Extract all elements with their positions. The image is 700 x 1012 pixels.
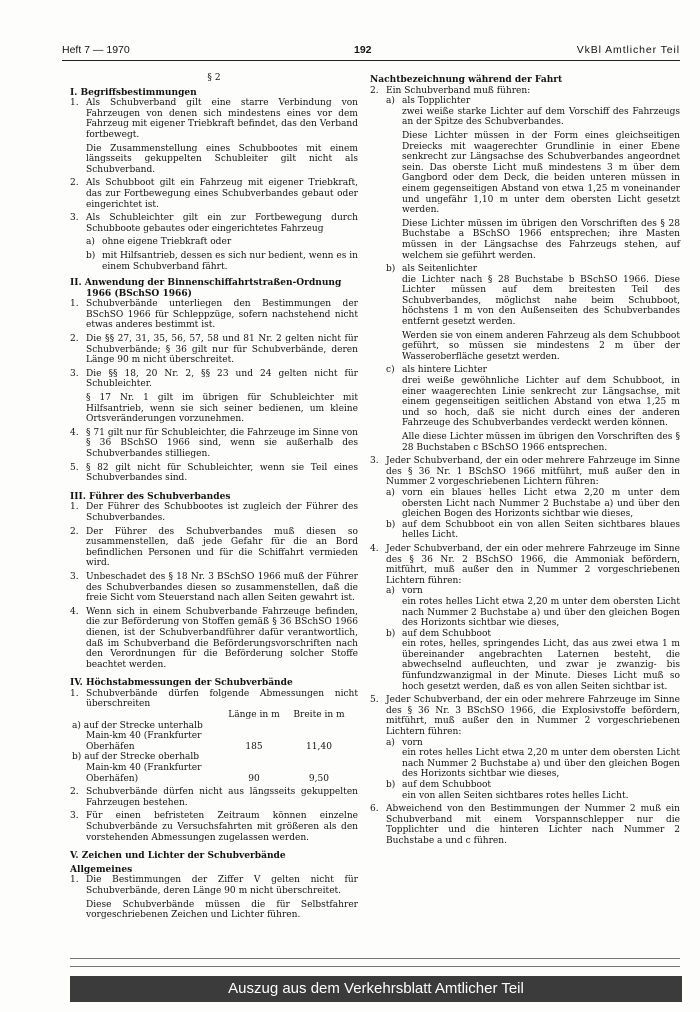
- item-text: Unbeschadet des § 18 Nr. 3 BSchSO 1966 muß der Führer des Schubverbandes diesen so zusammenstellen, daß die freie Sicht vom Steuerstand nach allen Seiten gewahrt ist.: [86, 571, 358, 604]
- cell-width: 11,40: [306, 741, 332, 752]
- list-item: b) auf dem Schubboot: [370, 780, 680, 791]
- cell-length: 185: [245, 741, 263, 752]
- list-item: 5. Jeder Schubverband, der ein oder mehrere Fahrzeuge im Sinne des § 36 Nr. 3 BSchSO 1966, die Explosivstoffe befördern, mitführt, muß außer den in Nummer 2 vorgeschriebenen Lichtern führen:: [370, 695, 680, 738]
- cell-length: 90: [248, 773, 260, 784]
- item-title: als hintere Lichter: [402, 365, 488, 376]
- paragraph: § 17 Nr. 1 gilt im übrigen für Schubleichter mit Hilfsantrieb, wenn sie sich seiner bedienen, um kleine Ortsveränderungen vorzunehmen.: [86, 393, 358, 425]
- issue-label: Heft 7 — 1970: [62, 44, 130, 56]
- list-item: 2. Der Führer des Schubverbandes muß diesen so zusammenstellen, daß jede Gefahr für die an Bord befindlichen Personen und für die Schiffahrt vermieden wird.: [70, 526, 358, 569]
- right-column: [370, 70, 680, 847]
- item-text: ohne eigene Triebkraft oder: [102, 237, 232, 248]
- paragraph: Diese Schubverbände müssen die für Selbstfahrer vorgeschriebenen Zeichen und Lichter führen.: [86, 899, 358, 921]
- list-item: 4. § 71 gilt nur für Schubleichter, die Fahrzeuge im Sinne von § 36 BSchSO 1966 sind, wenn sie außerhalb des Schubverbandes stilliegen.: [70, 427, 358, 459]
- header-rule: [62, 60, 680, 61]
- paragraph: Diese Lichter müssen im übrigen den Vorschriften des § 28 Buchstabe a BSchSO 1966 entsprechen; ihre Masten müssen in der Längsachse des Fahrzeugs stehen, auf welchem sie geführt werden.: [402, 218, 680, 261]
- paragraph: die Lichter nach § 28 Buchstabe b BSchSO 1966. Diese Lichter müssen auf dem breitesten Teil des Schubverbandes, möglichst nahe beim Schubboot, höchstens 1 m von den Außenseiten des Schubverbandes entfernt gesetzt werden.: [402, 274, 680, 328]
- list-item: 1. Schubverbände dürfen folgende Abmessungen nicht überschreiten: [70, 688, 358, 710]
- paragraph: Werden sie von einem anderen Fahrzeug als dem Schubboot geführt, so müssen sie mindestens 2 m über der Wasseroberfläche gesetzt werden.: [402, 330, 680, 362]
- heading-leader: III. Führer des Schubverbandes: [70, 491, 231, 502]
- column-header-length: Länge in m: [228, 710, 280, 721]
- heading-definitions: I. Begriffsbestimmungen: [70, 87, 197, 98]
- item-title: auf dem Schubboot: [402, 628, 492, 639]
- item-text: Der Führer des Schubbootes ist zugleich der Führer des Schubverbandes.: [86, 502, 358, 523]
- heading-signs-lights: V. Zeichen und Lichter der Schubverbände: [70, 851, 286, 862]
- column-header-width: Breite in m: [293, 710, 345, 721]
- item-title: vorn: [402, 586, 423, 597]
- item-text: Die Bestimmungen der Ziffer V gelten nicht für Schubverbände, deren Länge 90 m nicht überschreitet.: [86, 875, 358, 896]
- section-mark: § 2: [207, 73, 221, 83]
- subheading-general: Allgemeines: [70, 864, 133, 875]
- publication-label: VkBl Amtlicher Teil: [576, 44, 680, 56]
- list-item: 4. Wenn sich in einem Schubverbande Fahrzeuge befinden, die zur Beförderung von Stoffen gemäß § 36 BSchSO 1966 dienen, ist der Schubverbandführer dafür verantwortlich, daß im Schubverband die Beförderungsvorschriften nach den Verordnungen für die Beförderung solcher Stoffe beachtet werden.: [70, 606, 358, 670]
- list-item: a) ohne eigene Triebkraft oder: [70, 237, 358, 248]
- table-header-row: [72, 710, 352, 721]
- item-text: Als Schubleichter gilt ein zur Fortbewegung durch Schubboote gebautes oder eingerichtetes Fahrzeug: [86, 213, 358, 234]
- list-item: 1. Schubverbände unterliegen den Bestimmungen der BSchSO 1966 für Schleppzüge, sofern nachstehend nicht etwas anderes bestimmt ist.: [70, 299, 358, 331]
- list-item: 1. Als Schubverband gilt eine starre Verbindung von Fahrzeugen von denen sich mindestens eines vor dem Fahrzeug mit eigener Triebkraft befindet, das den Verband fortbewegt.: [70, 98, 358, 140]
- left-column: [70, 70, 358, 921]
- item-text: § 71 gilt nur für Schubleichter, die Fahrzeuge im Sinne von § 36 BSchSO 1966 sind, wenn sie außerhalb des Schubverbandes stilliegen.: [86, 427, 358, 459]
- item-text: Abweichend von den Bestimmungen der Nummer 2 muß ein Schubverband mit einem Vorspannschlepper nur die Topplichter und die hinteren Lichter nach Nummer 2 Buchstabe a und c führen.: [386, 804, 680, 846]
- list-item: 1. Die Bestimmungen der Ziffer V gelten nicht für Schubverbände, deren Länge 90 m nicht überschreitet.: [70, 875, 358, 896]
- item-text: Jeder Schubverband, der ein oder mehrere Fahrzeuge im Sinne des § 36 Nr. 3 BSchSO 1966, die Explosivstoffe befördern, mitführt, muß außer den in Nummer 2 vorgeschriebenen Lichtern führen:: [386, 695, 680, 738]
- paragraph: drei weiße gewöhnliche Lichter auf dem Schubboot, in einer waagerechten Linie senkrecht zur Längsachse, mit einem gegenseitigen seitlichen Abstand von etwa 1,25 m und so hoch, daß sie nicht durch eines der anderen Fahrzeuge des Schubverbandes verdeckt werden können.: [402, 376, 680, 429]
- item-text: Jeder Schubverband, der ein oder mehrere Fahrzeuge im Sinne des § 36 Nr. 2 BSchSO 1966, die Ammoniak befördern, mitführt, muß außer den in Nummer 2 vorgeschriebenen Lichtern führen:: [386, 543, 680, 586]
- list-item: 5. § 82 gilt nicht für Schubleichter, wenn sie Teil eines Schubverbandes sind.: [70, 462, 358, 484]
- list-item: 1. Der Führer des Schubbootes ist zugleich der Führer des Schubverbandes.: [70, 502, 358, 523]
- list-item: 3. Die §§ 18, 20 Nr. 2, §§ 23 und 24 gelten nicht für Schubleichter.: [70, 368, 358, 390]
- heading-dimensions: IV. Höchstabmessungen der Schubverbände: [70, 678, 293, 689]
- list-item: 2. Die §§ 27, 31, 35, 56, 57, 58 und 81 Nr. 2 gelten nicht für Schubverbände; § 36 gilt nur für Schubverbände, deren Länge 90 m nicht überschreitet.: [70, 334, 358, 366]
- item-text: Schubverbände dürfen folgende Abmessungen nicht überschreiten: [86, 688, 358, 710]
- item-text: Wenn sich in einem Schubverbande Fahrzeuge befinden, die zur Beförderung von Stoffen gemäß § 36 BSchSO 1966 dienen, ist der Schubverbandführer dafür verantwortlich, daß im Schubverband die Beförderungsvorschriften nach den Verordnungen für die Beförderung solcher Stoffe beachtet werden.: [86, 606, 358, 670]
- item-text: § 82 gilt nicht für Schubleichter, wenn sie Teil eines Schubverbandes sind.: [86, 462, 358, 484]
- table-row: b) auf der Strecke oberhalb Main-km 40 (Frankfurter Oberhäfen) 90 9,50: [72, 752, 352, 784]
- list-item: a) vorn ein blaues helles Licht etwa 2,20 m unter dem obersten Licht nach Nummer 2 Buchstabe a) und über den gleichen Bogen des Horizonts sichtbar wie dieses,: [386, 487, 680, 520]
- table-row: a) auf der Strecke unterhalb Main-km 40 (Frankfurter Oberhäfen 185 11,40: [72, 721, 352, 753]
- page-number: 192: [354, 44, 372, 56]
- list-item: a) vorn: [370, 586, 680, 597]
- cell-width: 9,50: [308, 773, 330, 784]
- list-item: 2. Ein Schubverband muß führen:: [370, 86, 680, 97]
- item-text: Als Schubverband gilt eine starre Verbindung von Fahrzeugen von denen sich mindestens eines vor dem Fahrzeug mit eigener Triebkraft befindet, das den Verband fortbewegt.: [86, 98, 358, 140]
- paragraph: Die Zusammenstellung eines Schubbootes mit einem längsseits gekuppelten Schubleiter gilt nicht als Schubverband.: [86, 143, 358, 175]
- paragraph: ein von allen Seiten sichtbares rotes helles Licht.: [402, 790, 629, 801]
- paragraph: ein rotes helles Licht etwa 2,20 m unter dem obersten Licht nach Nummer 2 Buchstabe a) und über den gleichen Bogen des Horizonts sichtbar wie dieses,: [402, 748, 680, 780]
- list-item: 4. Jeder Schubverband, der ein oder mehrere Fahrzeuge im Sinne des § 36 Nr. 2 BSchSO 1966, die Ammoniak befördern, mitführt, muß außer den in Nummer 2 vorgeschriebenen Lichtern führen:: [370, 543, 680, 586]
- heading-application: II. Anwendung der Binnenschiffahrtstraßen-Ordnung 1966 (BSchSO 1966): [70, 278, 342, 299]
- item-text: Die §§ 27, 31, 35, 56, 57, 58 und 81 Nr. 2 gelten nicht für Schubverbände; § 36 gilt nur für Schubverbände, deren Länge 90 m nicht überschreitet.: [86, 334, 358, 366]
- item-text: Schubverbände dürfen nicht aus längsseits gekuppelten Fahrzeugen bestehen.: [86, 787, 358, 808]
- item-title: vorn: [402, 737, 423, 748]
- paragraph: Alle diese Lichter müssen im übrigen den Vorschriften des § 28 Buchstaben c BSchSO 1966 entsprechen.: [402, 432, 680, 453]
- item-text: vorn ein blaues helles Licht etwa 2,20 m unter dem obersten Licht nach Nummer 2 Buchstabe a) und über den gleichen Bogen des Horizonts sichtbar wie dieses,: [402, 487, 680, 520]
- page-header: [62, 42, 680, 60]
- paragraph: zwei weiße starke Lichter auf dem Vorschiff des Fahrzeugs an der Spitze des Schubverbandes.: [402, 106, 680, 128]
- list-item: 3. Für einen befristeten Zeitraum können einzelne Schubverbände zu Versuchsfahrten mit größeren als den vorstehenden Abmessungen zugelassen werden.: [70, 811, 358, 843]
- item-text: Die §§ 18, 20 Nr. 2, §§ 23 und 24 gelten nicht für Schubleichter.: [86, 368, 358, 390]
- list-item: a) vorn: [370, 738, 680, 749]
- list-item: 3. Jeder Schubverband, der ein oder mehrere Fahrzeuge im Sinne des § 36 Nr. 1 BSchSO 1966 mitführt, muß außer den in Nummer 2 vorgeschriebenen Lichtern führen:: [370, 456, 680, 488]
- list-item: 2. Als Schubboot gilt ein Fahrzeug mit eigener Triebkraft, das zur Fortbewegung eines Schubverbandes gebaut oder eingerichtet ist.: [70, 178, 358, 210]
- list-item: b) als Seitenlichter: [370, 264, 680, 275]
- paragraph: Diese Lichter müssen in der Form eines gleichseitigen Dreiecks mit waagerechter Grundlinie in einer Ebene senkrecht zur Längsachse des Schubverbandes angeordnet sein. Das oberste Licht muß mindestens 3 m über dem Gangbord oder dem Deck, die beiden unteren müssen in einem gegenseitigen Abstand von etwa 1,25 m voneinander und ungefähr 1,10 m unter dem obersten Licht gesetzt werden.: [402, 130, 680, 216]
- footer-rule: [70, 958, 680, 959]
- list-item: b) auf dem Schubboot ein von allen Seiten sichtbares blaues helles Licht.: [386, 519, 680, 541]
- list-item: 6. Abweichend von den Bestimmungen der Nummer 2 muß ein Schubverband mit einem Vorspannschlepper nur die Topplichter und die hinteren Lichter nach Nummer 2 Buchstabe a und c führen.: [370, 804, 680, 846]
- item-title: als Topplichter: [402, 96, 471, 107]
- item-title: als Seitenlichter: [402, 264, 478, 275]
- heading-night-signs: Nachtbezeichnung während der Fahrt: [370, 75, 563, 85]
- footer-banner: Auszug aus dem Verkehrsblatt Amtlicher Teil: [70, 976, 682, 1002]
- item-title: auf dem Schubboot: [402, 780, 492, 790]
- item-text: Für einen befristeten Zeitraum können einzelne Schubverbände zu Versuchsfahrten mit größeren als den vorstehenden Abmessungen zugelassen werden.: [86, 811, 358, 843]
- list-item: c) als hintere Lichter: [370, 365, 680, 376]
- list-item: 3. Unbeschadet des § 18 Nr. 3 BSchSO 1966 muß der Führer des Schubverbandes diesen so zusammenstellen, daß die freie Sicht vom Steuerstand nach allen Seiten gewahrt ist.: [70, 571, 358, 604]
- paragraph: ein rotes, helles, springendes Licht, das aus zwei etwa 1 m übereinander angebrachten Laternen besteht, die abwechselnd aufleuchten, und zwar je zwanzig- bis fünfundzwanzigmal in der Minute. Dieses Licht muß so hoch gesetzt werden, daß es von allen Seiten sichtbar ist.: [402, 639, 680, 692]
- footer-rule: [70, 966, 680, 967]
- item-text: Ein Schubverband muß führen:: [386, 85, 531, 96]
- item-text: Jeder Schubverband, der ein oder mehrere Fahrzeuge im Sinne des § 36 Nr. 1 BSchSO 1966 mitführt, muß außer den in Nummer 2 vorgeschriebenen Lichtern führen:: [386, 456, 680, 488]
- list-item: 3. Als Schubleichter gilt ein zur Fortbewegung durch Schubboote gebautes oder eingerichtetes Fahrzeug: [70, 213, 358, 234]
- list-item: a) als Topplichter: [370, 96, 680, 107]
- dimensions-table: [72, 710, 352, 784]
- list-item: 2. Schubverbände dürfen nicht aus längsseits gekuppelten Fahrzeugen bestehen.: [70, 787, 358, 808]
- list-item: b) auf dem Schubboot: [370, 629, 680, 640]
- item-text: mit Hilfsantrieb, dessen es sich nur bedient, wenn es in einem Schubverband fährt.: [102, 250, 358, 272]
- paragraph: ein rotes helles Licht etwa 2,20 m unter dem obersten Licht nach Nummer 2 Buchstabe a) und über den gleichen Bogen des Horizonts sichtbar wie dieses,: [402, 596, 680, 629]
- list-item: b) mit Hilfsantrieb, dessen es sich nur bedient, wenn es in einem Schubverband fährt.: [86, 250, 358, 272]
- item-text: Schubverbände unterliegen den Bestimmungen der BSchSO 1966 für Schleppzüge, sofern nachstehend nicht etwas anderes bestimmt ist.: [86, 299, 358, 331]
- item-text: Als Schubboot gilt ein Fahrzeug mit eigener Triebkraft, das zur Fortbewegung eines Schubverbandes gebaut oder eingerichtet ist.: [86, 178, 358, 210]
- item-text: auf dem Schubboot ein von allen Seiten sichtbares blaues helles Licht.: [402, 519, 680, 541]
- item-text: Der Führer des Schubverbandes muß diesen so zusammenstellen, daß jede Gefahr für die an Bord befindlichen Personen und für die Schiffahrt vermieden wird.: [86, 526, 358, 569]
